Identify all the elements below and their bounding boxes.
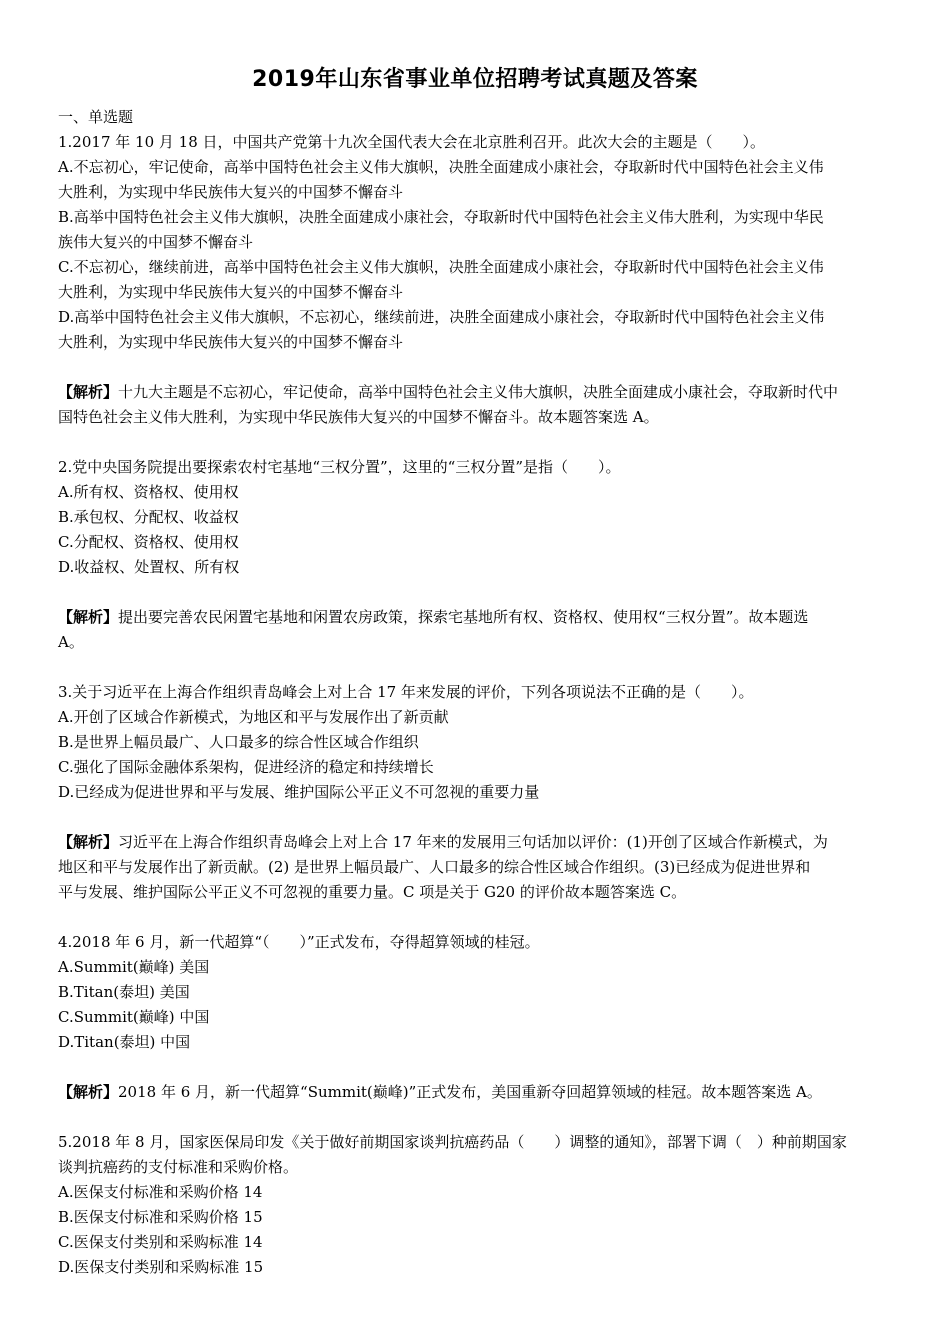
spacer (58, 805, 892, 830)
answer-option: C.分配权、资格权、使用权 (58, 533, 239, 551)
section-heading: 一、单选题 (58, 108, 134, 126)
analysis-body: A。 (58, 633, 84, 651)
analysis-label: 【解析】 (58, 833, 119, 851)
question-list (58, 130, 892, 1280)
answer-option: C.不忘初心，继续前进，高举中国特色社会主义伟大旗帜，决胜全面建成小康社会，夺取新时代中国特色社会主义伟 (58, 258, 824, 276)
answer-option: D.已经成为促进世界和平与发展、维护国际公平正义不可忽视的重要力量 (58, 783, 540, 801)
question-5 (58, 1130, 892, 1280)
spacer (58, 1105, 892, 1130)
spacer (58, 580, 892, 605)
answer-option: A.Summit(巅峰) 美国 (58, 958, 210, 976)
analysis-text (58, 830, 892, 855)
answer-option: D.Titan(泰坦) 中国 (58, 1033, 191, 1051)
answer-option: C.强化了国际金融体系架构，促进经济的稳定和持续增长 (58, 758, 434, 776)
analysis-label: 【解析】 (58, 608, 119, 626)
spacer (58, 355, 892, 380)
analysis-label: 【解析】 (58, 1083, 119, 1101)
spacer (58, 655, 892, 680)
spacer (58, 905, 892, 930)
answer-option: A.不忘初心，牢记使命，高举中国特色社会主义伟大旗帜，决胜全面建成小康社会，夺取新时代中国特色社会主义伟 (58, 158, 824, 176)
answer-option: A.医保支付标准和采购价格 14 (58, 1183, 263, 1201)
answer-option: B.高举中国特色社会主义伟大旗帜，决胜全面建成小康社会，夺取新时代中国特色社会主义伟大胜利，为实现中华民 (58, 208, 824, 226)
answer-option: D.收益权、处置权、所有权 (58, 558, 240, 576)
question-stem: 2.党中央国务院提出要探索农村宅基地“三权分置”，这里的“三权分置”是指（ ）。 (58, 458, 621, 476)
answer-option: C.Summit(巅峰) 中国 (58, 1008, 210, 1026)
question-4 (58, 930, 892, 1130)
question-stem: 1.2017 年 10 月 18 日，中国共产党第十九次全国代表大会在北京胜利召开。此次大会的主题是（ ）。 (58, 133, 766, 151)
analysis-text (58, 880, 892, 905)
answer-option: B.承包权、分配权、收益权 (58, 508, 239, 526)
analysis-body: 地区和平与发展作出了新贡献。(2) 是世界上幅员最广、人口最多的综合性区域合作组织。(3)已经成为促进世界和 (58, 858, 811, 876)
answer-option: 族伟大复兴的中国梦不懈奋斗 (58, 233, 254, 251)
spacer (58, 1055, 892, 1080)
answer-option: B.Titan(泰坦) 美国 (58, 983, 190, 1001)
answer-option: B.是世界上幅员最广、人口最多的综合性区域合作组织 (58, 733, 419, 751)
answer-option: A.开创了区域合作新模式，为地区和平与发展作出了新贡献 (58, 708, 449, 726)
analysis-body: 十九大主题是不忘初心，牢记使命，高举中国特色社会主义伟大旗帜，决胜全面建成小康社会，夺取新时代中 (118, 383, 839, 401)
answer-option: A.所有权、资格权、使用权 (58, 483, 239, 501)
answer-option: D.医保支付类别和采购标准 15 (58, 1258, 264, 1276)
answer-option: B.医保支付标准和采购价格 15 (58, 1208, 263, 1226)
analysis-text (58, 1080, 892, 1105)
answer-option: 大胜利，为实现中华民族伟大复兴的中国梦不懈奋斗 (58, 283, 404, 301)
question-stem: 5.2018 年 8 月，国家医保局印发《关于做好前期国家谈判抗癌药品（ ）调整的通知》，部署下调（ ）种前期国家 (58, 1133, 847, 1151)
question-stem: 谈判抗癌药的支付标准和采购价格。 (58, 1158, 299, 1176)
analysis-body: 国特色社会主义伟大胜利，为实现中华民族伟大复兴的中国梦不懈奋斗。故本题答案选 A。 (58, 408, 659, 426)
analysis-body: 平与发展、维护国际公平正义不可忽视的重要力量。C 项是关于 G20 的评价故本题答案选 C。 (58, 883, 687, 901)
analysis-label: 【解析】 (58, 383, 119, 401)
analysis-text (58, 405, 892, 430)
page-title: 2019年山东省事业单位招聘考试真题及答案 (252, 67, 698, 92)
answer-option: C.医保支付类别和采购标准 14 (58, 1233, 263, 1251)
analysis-text (58, 380, 892, 405)
analysis-body: 提出要完善农民闲置宅基地和闲置农房政策，探索宅基地所有权、资格权、使用权“三权分置”。故本题选 (118, 608, 809, 626)
answer-option: D.高举中国特色社会主义伟大旗帜，不忘初心，继续前进，决胜全面建成小康社会，夺取新时代中国特色社会主义伟 (58, 308, 825, 326)
question-stem: 3.关于习近平在上海合作组织青岛峰会上对上合 17 年来发展的评价，下列各项说法不正确的是（ ）。 (58, 683, 754, 701)
analysis-text (58, 855, 892, 880)
question-3 (58, 680, 892, 930)
analysis-body: 2018 年 6 月，新一代超算“Summit(巅峰)”正式发布，美国重新夺回超算领域的桂冠。故本题答案选 A。 (118, 1083, 822, 1101)
question-1 (58, 130, 892, 455)
answer-option: 大胜利，为实现中华民族伟大复兴的中国梦不懈奋斗 (58, 333, 404, 351)
answer-option: 大胜利，为实现中华民族伟大复兴的中国梦不懈奋斗 (58, 183, 404, 201)
question-2 (58, 455, 892, 680)
question-stem: 4.2018 年 6 月，新一代超算“（ ）”正式发布，夺得超算领域的桂冠。 (58, 933, 540, 951)
analysis-text (58, 605, 892, 630)
spacer (58, 430, 892, 455)
analysis-body: 习近平在上海合作组织青岛峰会上对上合 17 年来的发展用三句话加以评价：(1)开创了区域合作新模式，为 (118, 833, 828, 851)
analysis-text (58, 630, 892, 655)
